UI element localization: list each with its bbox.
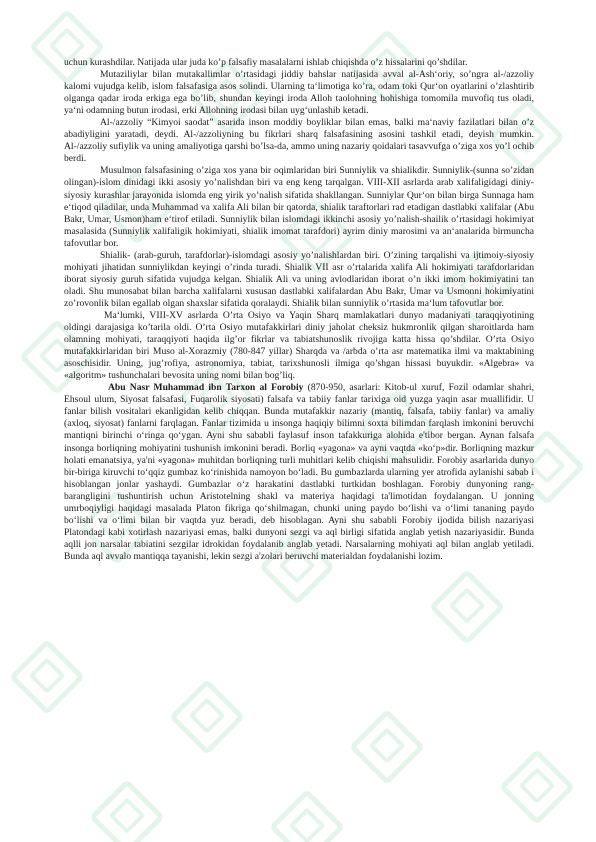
paragraph-6: Ma‘lumki, VIII-XV asrlarda O’rta Osiyo va Yaqin Sharq mamlakatlari dunyo madaniyati taraqqiyotining oldingi darajasiga ko’tarila oldi. O’rta Osiyo mutafakkirlari diniy jaholat cheksiz hukmronlik qilgan sharoitlarda ham olamning mohiyati, taraqqiyoti haqida ilg’or fikrlar va tabiatshunoslik rivojiga katta hissa qo’shdilar. O’rta Osiyo mutafakkirlaridan biri Muso al-Xorazmiy (780-847 yillar) Sharqda va /arbda o’rta asr matematika ilmi va maktabining asoschisidir. Uning, jug’rofiya, astronomiya, tabiat, tarixshunosli ilmiga qo’shgan hissasi buyukdir. «Algebra» va «algoritm» tushunchalari bevosita uning nomi bilan bog’liq.: [64, 309, 534, 382]
paragraph-1: uchun kurashdilar. Natijada ular juda ko’p falsafiy masalalarni ishlab chiqishda o’z hissalarini qo’shdilar.: [64, 57, 468, 68]
paragraph-2: Mutaziliylar bilan mutakallimlar o’rtasidagi jiddiy bahslar natijasida avval al-Ash‘oriy, so’ngra al-/azzoliy kalomi vujudga kelib, islom falsafasiga asos solindi. Ularning ta‘limotiga ko’ra, odam toki Qur‘on oyatlarini o’zlashtirib olganga qadar iroda erkiga ega bo’lib, shundan keyingi iroda Alloh taolohning hohishiga tomomila muvofiq tus oladi, ya‘ni odamning butun irodasi, erki Allohning irodasi bilan uyg‘unlashib ketadi.: [64, 69, 534, 117]
document-page: [64, 57, 534, 563]
farobiy-text: (870-950, asarlari: Kitob-ul xuruf, Fozil odamlar shahri, Ehsoul ulum, Siyosat falsafasi, Fuqarolik siyosati) falsafa va tabiiy fanlar tarixiga oid yuzga yaqin asar muallifidir. U fanlar bilish vositalari ekanligidan kelib chiqqan. Bunda mutafakkir nazariy (mantiq, falsafa, tabiiy fanlar) va amaliy (axloq, siyosat) fanlarni farqlagan. Fanlar tizimida u insonga haqiqiy bilimni soxta bilimdan farqlash imkonini beruvchi mantiqni birinchi o‘ringa qo‘ygan. Ayni shu sababli faylasuf inson tafakkuriga alohida e'tibor bergan. Aynan falsafa insonga borliqning mohiyatini tushunish imkonini beradi. Borliq «yagona» va ayni vaqtda «ko‘p»dir. Borliqning mazkur holati emanatsiya, ya'ni «yagona» muhitdan borliqning turli muhitlari kelib chiqishi mahsulidir. Forobiy asarlarida dunyo bir-biriga kiruvchi to‘qqiz gumbaz ko‘rinishida namoyon bo‘ladi. Bu gumbazlarda ularning yer atrofida aylanishi sabab i hisoblangan jonlar yashaydi. Gumbazlar o‘z harakatini dastlabki turtkidan boshlagan. Forobiy dunyoning rang-barangligini tushuntirish uchun Aristotelning shakl va materiya haqidagi ta'limotidan foydalangan. U jonning umrboqiyligi haqidagi masalada Platon fikriga qo‘shilmagan, chunki uning paydo bo‘lishi va o‘limi tananing paydo bo‘lishi va o‘limi bilan bir vaqtda yuz beradi, deb hisoblagan. Ayni shu sababli Forobiy ijodida bilish nazariyasi Platondagi kabi xotirlash nazariyasi emas, balki dunyoni sezgi va aql birligi sifatida anglab yetish nazariyasidir. Bunda aqlli jon narsalar tabiatini sezgilar idrokidan foydalanib anglab yetadi. Narsalarning mohiyati aql bilan anglab yetiladi. Bunda aql avvalo mantiqqa tayanishi, lekin sezgi a'zolari beruvchi materialdan foydalanishi lozim.: [64, 382, 534, 562]
paragraph-3: Al-/azzoliy “Kimyoi saodat” asarida inson moddiy boyliklar bilan emas, balki ma‘naviy fazilatlari bilan o’z abadiyligini yaratadi, deydi. Al-/azzoliyning bu fikrlari sharq falsafasining asosini tashkil etadi, deyish mumkin. Al-/azzoliy sufiylik va uning amaliyotiga qarshi bo’lsa-da, ammo uning nazariy qoidalari tasavvufga o’ziga xos yo’l ochib berdi.: [64, 117, 534, 165]
paragraph-5: Shialik- (arab-guruh, tarafdorlar)-islomdagi asosiy yo’nalishlardan biri. O’zining tarqalishi va ijtimoiy-siyosiy mohiyati jihatidan sunniylikdan keyingi o’rinda turadi. Shialik VII asr o’rtalarida xalifa Ali hokimiyati tarafdorlaridan iborat siyosiy guruh sifatida vujudga kelgan. Shialik Ali va uning avlodlaridan iborat o’n ikki imom hokimiyatini tan oladi. Shu munosabat bilan barcha xalifalarni xususan dastlabki xalifalardan Abu Bakr, Umar va Usmonni hokimiyatini zo’rovonlik bilan egallab olgan shaxslar sifatida qoralaydi. Shialik bilan sunniylik o’rtasida ma‘lum tafovutlar bor.: [64, 249, 534, 309]
paragraph-4: Musulmon falsafasining o’ziga xos yana bir oqimlaridan biri Sunniylik va shialikdir. Sunniylik-(sunna so’zidan olingan)-islom dinidagi ikki asosiy yo’nalishdan biri va eng keng tarqalgan. VIII-XII asrlarda arab xalifaligidagi diniy-siyosiy kurashlar jarayonida islomda eng yirik yo’nalish sifatida shakllangan. Sunniylar Qur‘on bilan birga Sunnaga ham e‘tiqod qiladilar, unda Muhammad va xalifa Ali bilan bir qatorda, shialik taraftorlari rad etadigan dastlabki xalifalar (Abu Bakr, Umar, Usmon)ham e‘tirof etiladi. Sunniylik bilan islomdagi ikkinchi asosiy yo’nalish-shailik o’rtasidagi hokimiyat masalasida (Sunniylik xalifaligik hokimiyati, shialik imomat tarafdori) ayrim diniy marosimi va an‘analarida birmuncha tafovutlar bor.: [64, 165, 534, 249]
paragraph-farobiy: [64, 382, 534, 563]
farobiy-name: Abu Nasr Muhammad ibn Tarxon al Forobiy: [108, 382, 304, 394]
